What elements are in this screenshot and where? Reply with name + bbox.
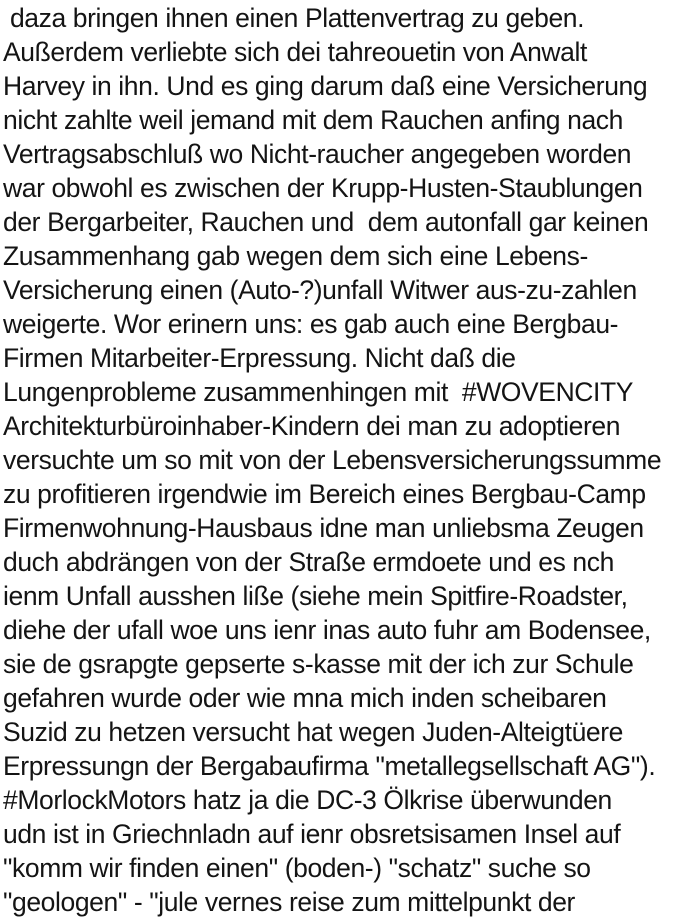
text-line: #MorlockMotors hatz ja die DC-3 Ölkrise überwunden	[3, 785, 612, 815]
text-line: war obwohl es zwischen der Krupp-Husten-Staublungen	[3, 173, 643, 203]
text-line: zu profitieren irgendwie im Bereich eines Bergbau-Camp	[3, 479, 646, 509]
text-line: Vertragsabschluß wo Nicht-raucher angegeben worden	[3, 139, 632, 169]
text-line: Architekturbüroinhaber-Kindern dei man zu adoptieren	[3, 411, 621, 441]
text-line: sie de gsrapgte gepserte s-kasse mit der ich zur Schule	[3, 649, 634, 679]
text-line: Erpressungn der Bergabaufirma "metallegsellschaft AG").	[3, 751, 656, 781]
text-line: Lungenprobleme zusammenhingen mit #WOVENCITY	[3, 377, 634, 407]
text-line: duch abdrängen von der Straße ermdoete und es nch	[3, 547, 614, 577]
text-line: diehe der ufall woe uns ienr inas auto fuhr am Bodensee,	[3, 615, 651, 645]
text-line: nicht zahlte weil jemand mit dem Rauchen anfing nach	[3, 105, 623, 135]
text-line: Suzid zu hetzen versucht hat wegen Juden-Alteigtüere	[3, 717, 624, 747]
text-line: "komm wir finden einen" (boden-) "schatz" suche so	[3, 853, 591, 883]
text-line: Firmenwohnung-Hausbaus idne man unliebsma Zeugen	[3, 513, 644, 543]
text-line: Zusammenhang gab wegen dem sich eine Lebens-	[3, 241, 588, 271]
text-line: udn ist in Griechnladn auf ienr obsretsisamen Insel auf	[3, 819, 621, 849]
text-line: versuchte um so mit von der Lebensversicherungssumme	[3, 445, 662, 475]
text-line: ienm Unfall ausshen liße (siehe mein Spitfire-Roadster,	[3, 581, 628, 611]
text-line: Harvey in ihn. Und es ging darum daß eine Versicherung	[3, 71, 648, 101]
document-text	[3, 1, 684, 919]
text-line: Versicherung einen (Auto-?)unfall Witwer aus-zu-zahlen	[3, 275, 637, 305]
text-line: weigerte. Wor erinern uns: es gab auch eine Bergbau-	[3, 309, 619, 339]
text-line: daza bringen ihnen einen Plattenvertrag zu geben.	[3, 3, 585, 33]
text-line: der Bergarbeiter, Rauchen und dem autonfall gar keinen	[3, 207, 649, 237]
text-line: Firmen Mitarbeiter-Erpressung. Nicht daß die	[3, 343, 516, 373]
text-line: Außerdem verliebte sich dei tahreouetin von Anwalt	[3, 37, 587, 67]
text-line: "geologen" - "jule vernes reise zum mittelpunkt der	[3, 887, 575, 917]
text-line: gefahren wurde oder wie mna mich inden scheibaren	[3, 683, 607, 713]
